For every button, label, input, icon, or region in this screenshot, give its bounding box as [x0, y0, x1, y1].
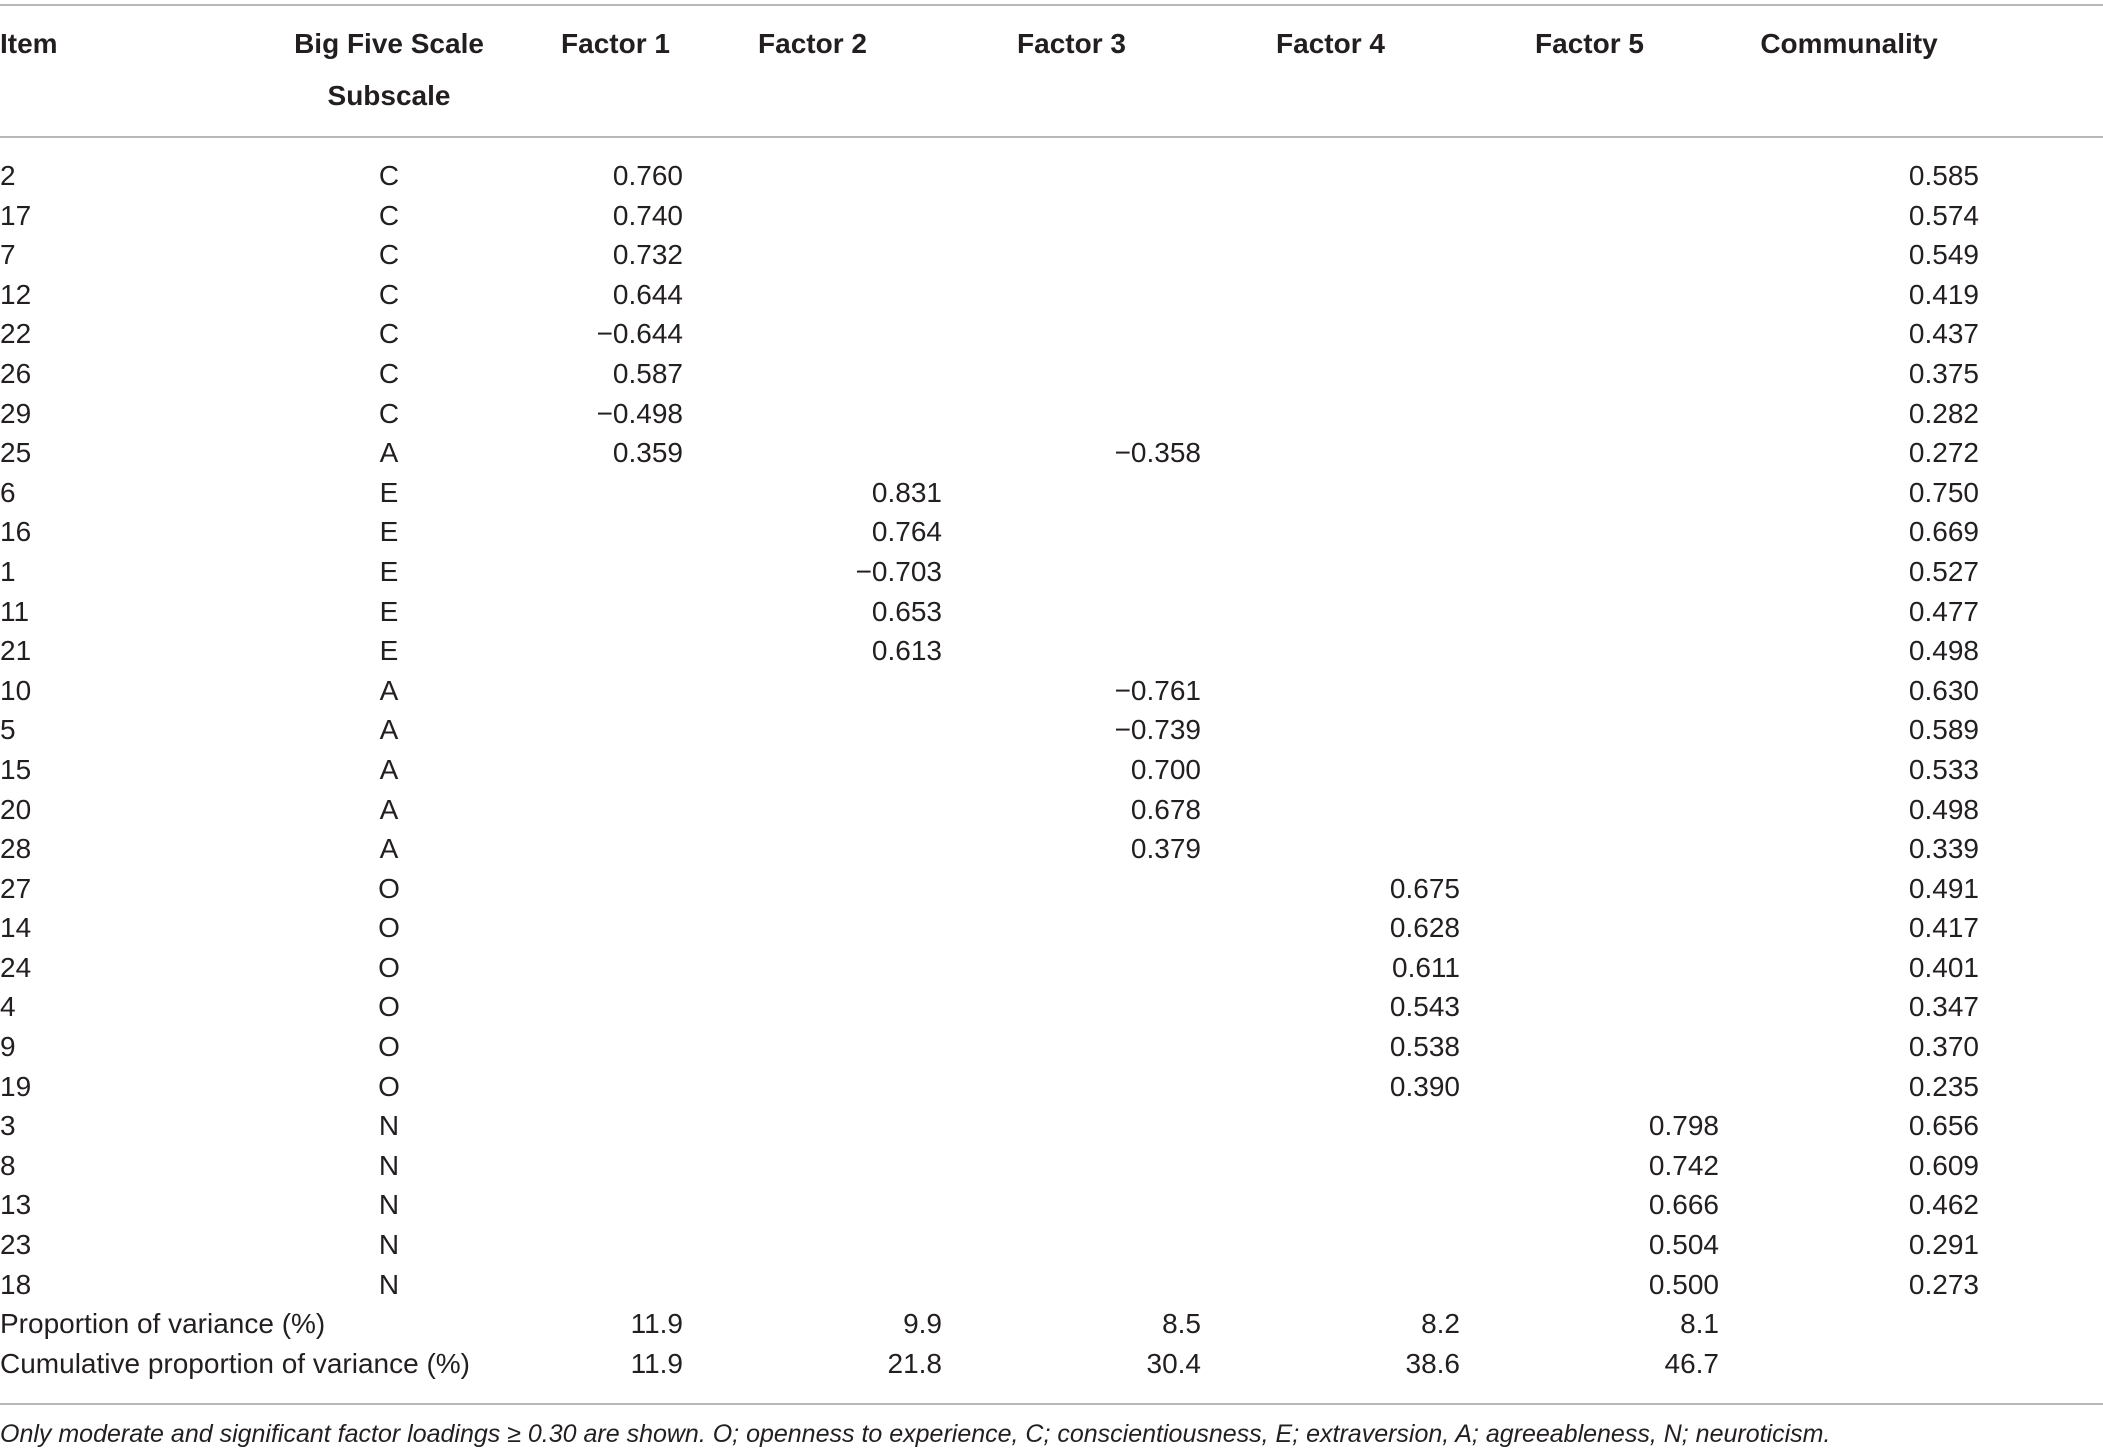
subscale: C [378, 397, 400, 429]
subscale: O [378, 951, 400, 983]
factor-2-loading [683, 1106, 942, 1146]
communality-value: 0.291 [1908, 1229, 1979, 1261]
item-number: 10 [0, 674, 32, 706]
communality-value: 0.656 [1908, 1110, 1979, 1142]
header-factor-2: Factor 2 [758, 28, 867, 59]
summary-factor-2: 21.8 [887, 1347, 942, 1379]
item-number: 11 [0, 595, 30, 627]
table-body [0, 138, 1979, 1383]
factor-4-loading: 0.675 [1389, 872, 1460, 904]
header-factor-5: Factor 5 [1535, 28, 1644, 59]
item-number: 23 [0, 1229, 32, 1261]
subscale: N [378, 1149, 400, 1181]
communality-value: 0.498 [1908, 635, 1979, 667]
summary-row [0, 1304, 1979, 1344]
subscale: E [379, 595, 399, 627]
factor-1-loading [548, 1265, 683, 1305]
factor-5-loading [1460, 473, 1719, 513]
table-row [0, 592, 1979, 632]
factor-2-loading: 0.831 [871, 476, 942, 508]
table-row [0, 948, 1979, 988]
header-scale-line1: Big Five Scale [294, 28, 484, 59]
factor-3-loading [942, 1185, 1201, 1225]
factor-2-loading [683, 1067, 942, 1107]
factor-4-loading [1201, 196, 1460, 236]
item-number: 14 [0, 912, 32, 944]
factor-4-loading [1201, 433, 1460, 473]
factor-4-loading [1201, 1225, 1460, 1265]
factor-4-loading [1201, 314, 1460, 354]
item-number: 13 [0, 1189, 32, 1221]
factor-3-loading [942, 1106, 1201, 1146]
factor-5-loading [1460, 631, 1719, 671]
subscale: E [379, 476, 399, 508]
subscale: O [378, 1031, 400, 1063]
factor-4-loading [1201, 235, 1460, 275]
communality-value: 0.282 [1908, 397, 1979, 429]
factor-5-loading [1460, 829, 1719, 869]
factor-5-loading: 0.500 [1648, 1268, 1719, 1300]
subscale: A [379, 833, 399, 865]
factor-2-loading [683, 235, 942, 275]
communality-value: 0.477 [1908, 595, 1979, 627]
factor-4-loading: 0.390 [1389, 1070, 1460, 1102]
communality-value: 0.574 [1908, 199, 1979, 231]
factor-1-loading [548, 790, 683, 830]
factor-3-loading [942, 138, 1201, 196]
factor-5-loading [1460, 869, 1719, 909]
factor-3-loading [942, 473, 1201, 513]
summary-factor-5: 46.7 [1664, 1347, 1719, 1379]
factor-2-loading [683, 314, 942, 354]
factor-5-loading [1460, 1027, 1719, 1067]
table-bottom-rule [0, 1403, 2103, 1405]
table-row [0, 1146, 1979, 1186]
communality-value: 0.339 [1908, 833, 1979, 865]
communality-value: 0.498 [1908, 793, 1979, 825]
factor-3-loading [942, 948, 1201, 988]
factor-5-loading [1460, 235, 1719, 275]
factor-2-loading [683, 354, 942, 394]
table-row [0, 1265, 1979, 1305]
factor-1-loading [548, 473, 683, 513]
factor-2-loading [683, 869, 942, 909]
factor-3-loading [942, 1225, 1201, 1265]
factor-5-loading: 0.742 [1648, 1149, 1719, 1181]
factor-1-loading: 0.732 [612, 239, 683, 271]
factor-4-loading [1201, 1185, 1460, 1225]
item-number: 26 [0, 357, 32, 389]
factor-1-loading [548, 1185, 683, 1225]
factor-2-loading: −0.703 [855, 555, 942, 587]
communality-value: 0.527 [1908, 555, 1979, 587]
factor-3-loading: −0.358 [1114, 437, 1201, 469]
factor-3-loading [942, 196, 1201, 236]
factor-3-loading [942, 869, 1201, 909]
item-number: 2 [0, 160, 16, 191]
factor-4-loading [1201, 512, 1460, 552]
item-number: 1 [0, 555, 16, 587]
communality-value: 0.235 [1908, 1070, 1979, 1102]
item-number: 8 [0, 1149, 16, 1181]
factor-1-loading [548, 750, 683, 790]
table-row [0, 354, 1979, 394]
factor-1-loading [548, 631, 683, 671]
communality-value: 0.419 [1908, 278, 1979, 310]
summary-row [0, 1344, 1979, 1384]
header-scale [230, 0, 548, 138]
factor-5-loading: 0.666 [1648, 1189, 1719, 1221]
factor-5-loading [1460, 275, 1719, 315]
factor-5-loading [1460, 987, 1719, 1027]
header-factor-4: Factor 4 [1276, 28, 1385, 59]
table-row [0, 790, 1979, 830]
factor-2-loading [683, 790, 942, 830]
factor-4-loading [1201, 1265, 1460, 1305]
item-number: 27 [0, 872, 32, 904]
item-number: 22 [0, 318, 32, 350]
summary-communality-empty [1719, 1344, 1979, 1384]
subscale: C [378, 160, 400, 191]
factor-2-loading [683, 710, 942, 750]
item-number: 16 [0, 516, 32, 548]
factor-1-loading: −0.644 [596, 318, 683, 350]
factor-3-loading [942, 235, 1201, 275]
table-row [0, 1106, 1979, 1146]
factor-1-loading [548, 592, 683, 632]
summary-factor-1: 11.9 [630, 1347, 683, 1379]
subscale: O [378, 872, 400, 904]
summary-factor-4: 8.2 [1421, 1308, 1460, 1340]
communality-value: 0.272 [1908, 437, 1979, 469]
summary-communality-empty [1719, 1304, 1979, 1344]
factor-5-loading [1460, 948, 1719, 988]
factor-3-loading [942, 314, 1201, 354]
factor-5-loading [1460, 433, 1719, 473]
factor-2-loading [683, 394, 942, 434]
factor-2-loading [683, 1185, 942, 1225]
item-number: 17 [0, 199, 32, 231]
table-row [0, 512, 1979, 552]
table-row [0, 1027, 1979, 1067]
factor-2-loading: 0.613 [871, 635, 942, 667]
subscale: A [379, 714, 399, 746]
table-row [0, 473, 1979, 513]
communality-value: 0.750 [1908, 476, 1979, 508]
factor-3-loading: −0.761 [1114, 674, 1201, 706]
communality-value: 0.370 [1908, 1031, 1979, 1063]
item-number: 15 [0, 753, 32, 785]
summary-factor-3: 30.4 [1146, 1347, 1201, 1379]
factor-3-loading [942, 552, 1201, 592]
communality-value: 0.549 [1908, 239, 1979, 271]
subscale: C [378, 318, 400, 350]
summary-factor-2: 9.9 [903, 1308, 942, 1340]
factor-2-loading [683, 433, 942, 473]
factor-3-loading [942, 512, 1201, 552]
factor-3-loading [942, 987, 1201, 1027]
factor-1-loading [548, 671, 683, 711]
table-row [0, 710, 1979, 750]
communality-value: 0.375 [1908, 357, 1979, 389]
table-row [0, 1225, 1979, 1265]
subscale: N [378, 1110, 400, 1142]
factor-5-loading [1460, 314, 1719, 354]
item-number: 21 [0, 635, 32, 667]
table-row [0, 987, 1979, 1027]
communality-value: 0.491 [1908, 872, 1979, 904]
subscale: N [378, 1268, 400, 1300]
factor-5-loading [1460, 512, 1719, 552]
factor-5-loading [1460, 908, 1719, 948]
factor-5-loading [1460, 552, 1719, 592]
subscale: N [378, 1189, 400, 1221]
item-number: 12 [0, 278, 32, 310]
factor-1-loading [548, 987, 683, 1027]
factor-2-loading [683, 987, 942, 1027]
item-number: 7 [0, 239, 16, 271]
factor-4-loading [1201, 829, 1460, 869]
communality-value: 0.401 [1908, 951, 1979, 983]
communality-value: 0.273 [1908, 1268, 1979, 1300]
factor-4-loading [1201, 750, 1460, 790]
communality-value: 0.585 [1908, 160, 1979, 191]
factor-2-loading [683, 750, 942, 790]
subscale: A [379, 793, 399, 825]
table-header-row [0, 0, 1979, 138]
factor-1-loading: 0.760 [612, 160, 683, 191]
table-row [0, 1185, 1979, 1225]
factor-4-loading [1201, 138, 1460, 196]
summary-factor-4: 38.6 [1405, 1347, 1460, 1379]
factor-4-loading [1201, 1146, 1460, 1186]
item-number: 19 [0, 1070, 32, 1102]
factor-5-loading [1460, 671, 1719, 711]
item-number: 20 [0, 793, 32, 825]
item-number: 18 [0, 1268, 32, 1300]
summary-label: Proportion of variance (%) [0, 1308, 326, 1340]
subscale: A [379, 674, 399, 706]
table-row [0, 829, 1979, 869]
factor-1-loading [548, 552, 683, 592]
factor-3-loading: −0.739 [1114, 714, 1201, 746]
factor-3-loading: 0.700 [1130, 753, 1201, 785]
factor-1-loading [548, 1146, 683, 1186]
factor-4-loading [1201, 631, 1460, 671]
table-footnote: Only moderate and significant factor loadings ≥ 0.30 are shown. O; openness to experience, C; conscientiousness, E; extraversion, A; agreeableness, N; neuroticism. [0, 1420, 1831, 1448]
communality-value: 0.669 [1908, 516, 1979, 548]
factor-3-loading [942, 631, 1201, 671]
factor-1-loading [548, 512, 683, 552]
summary-label: Cumulative proportion of variance (%) [0, 1347, 470, 1379]
subscale: A [379, 437, 399, 469]
factor-5-loading [1460, 354, 1719, 394]
table-row [0, 869, 1979, 909]
communality-value: 0.437 [1908, 318, 1979, 350]
subscale: O [378, 991, 400, 1023]
factor-1-loading [548, 710, 683, 750]
factor-3-loading: 0.379 [1130, 833, 1201, 865]
item-number: 3 [0, 1110, 16, 1142]
factor-5-loading [1460, 710, 1719, 750]
item-number: 28 [0, 833, 32, 865]
factor-4-loading: 0.538 [1389, 1031, 1460, 1063]
factor-4-loading [1201, 671, 1460, 711]
table-row [0, 908, 1979, 948]
factor-4-loading [1201, 790, 1460, 830]
table-row [0, 552, 1979, 592]
factor-1-loading: 0.359 [612, 437, 683, 469]
subscale: C [378, 239, 400, 271]
communality-value: 0.462 [1908, 1189, 1979, 1221]
factor-4-loading [1201, 1106, 1460, 1146]
factor-5-loading [1460, 592, 1719, 632]
factor-2-loading [683, 1265, 942, 1305]
factor-2-loading [683, 948, 942, 988]
factor-4-loading: 0.543 [1389, 991, 1460, 1023]
factor-2-loading: 0.653 [871, 595, 942, 627]
factor-2-loading [683, 671, 942, 711]
table-row [0, 671, 1979, 711]
summary-factor-1: 11.9 [630, 1308, 683, 1340]
factor-4-loading [1201, 710, 1460, 750]
table-row [0, 275, 1979, 315]
factor-2-loading [683, 275, 942, 315]
factor-1-loading: 0.740 [612, 199, 683, 231]
factor-3-loading [942, 1027, 1201, 1067]
factor-1-loading [548, 1067, 683, 1107]
factor-3-loading [942, 1067, 1201, 1107]
factor-5-loading [1460, 196, 1719, 236]
factor-3-loading [942, 394, 1201, 434]
table-row [0, 750, 1979, 790]
factor-1-loading [548, 869, 683, 909]
factor-4-loading [1201, 354, 1460, 394]
subscale: C [378, 357, 400, 389]
subscale: E [379, 635, 399, 667]
communality-value: 0.533 [1908, 753, 1979, 785]
table-row [0, 235, 1979, 275]
item-number: 5 [0, 714, 16, 746]
factor-4-loading [1201, 394, 1460, 434]
factor-3-loading [942, 908, 1201, 948]
communality-value: 0.417 [1908, 912, 1979, 944]
item-number: 6 [0, 476, 16, 508]
factor-2-loading [683, 196, 942, 236]
communality-value: 0.347 [1908, 991, 1979, 1023]
factor-2-loading [683, 829, 942, 869]
header-item: Item [0, 28, 58, 59]
factor-2-loading [683, 908, 942, 948]
factor-4-loading [1201, 275, 1460, 315]
factor-5-loading: 0.798 [1648, 1110, 1719, 1142]
header-factor-1: Factor 1 [561, 28, 670, 59]
factor-5-loading [1460, 138, 1719, 196]
factor-4-loading [1201, 552, 1460, 592]
item-number: 29 [0, 397, 32, 429]
header-communality: Communality [1760, 28, 1938, 59]
factor-1-loading: −0.498 [596, 397, 683, 429]
item-number: 25 [0, 437, 32, 469]
subscale: A [379, 753, 399, 785]
table-row [0, 631, 1979, 671]
factor-2-loading: 0.764 [871, 516, 942, 548]
factor-5-loading [1460, 1067, 1719, 1107]
subscale: E [379, 516, 399, 548]
factor-2-loading [683, 1146, 942, 1186]
communality-value: 0.589 [1908, 714, 1979, 746]
subscale: E [379, 555, 399, 587]
factor-2-loading [683, 1027, 942, 1067]
factor-1-loading [548, 1027, 683, 1067]
factor-5-loading [1460, 750, 1719, 790]
factor-5-loading: 0.504 [1648, 1229, 1719, 1261]
factor-1-loading [548, 829, 683, 869]
table-row [0, 1067, 1979, 1107]
item-number: 9 [0, 1031, 16, 1063]
factor-4-loading: 0.628 [1389, 912, 1460, 944]
factor-1-loading [548, 1225, 683, 1265]
table-row [0, 196, 1979, 236]
subscale: C [378, 199, 400, 231]
factor-3-loading [942, 354, 1201, 394]
summary-factor-3: 8.5 [1162, 1308, 1201, 1340]
subscale: O [378, 912, 400, 944]
table-row [0, 433, 1979, 473]
subscale: N [378, 1229, 400, 1261]
factor-3-loading [942, 275, 1201, 315]
summary-factor-5: 8.1 [1680, 1308, 1719, 1340]
factor-5-loading [1460, 790, 1719, 830]
subscale: O [378, 1070, 400, 1102]
factor-2-loading [683, 1225, 942, 1265]
communality-value: 0.630 [1908, 674, 1979, 706]
factor-4-loading [1201, 592, 1460, 632]
header-factor-3: Factor 3 [1017, 28, 1126, 59]
factor-4-loading [1201, 473, 1460, 513]
table-row [0, 314, 1979, 354]
factor-1-loading [548, 948, 683, 988]
factor-1-loading: 0.644 [612, 278, 683, 310]
communality-value: 0.609 [1908, 1149, 1979, 1181]
factor-1-loading [548, 908, 683, 948]
table-row [0, 394, 1979, 434]
factor-1-loading [548, 1106, 683, 1146]
factor-1-loading: 0.587 [612, 357, 683, 389]
table-row [0, 138, 1979, 196]
subscale: C [378, 278, 400, 310]
factor-3-loading [942, 592, 1201, 632]
factor-3-loading [942, 1146, 1201, 1186]
factor-3-loading [942, 1265, 1201, 1305]
item-number: 4 [0, 991, 16, 1023]
item-number: 24 [0, 951, 32, 983]
factor-4-loading: 0.611 [1392, 951, 1460, 983]
factor-2-loading [683, 138, 942, 196]
factor-5-loading [1460, 394, 1719, 434]
header-scale-line2: Subscale [327, 80, 451, 111]
factor-3-loading: 0.678 [1130, 793, 1201, 825]
